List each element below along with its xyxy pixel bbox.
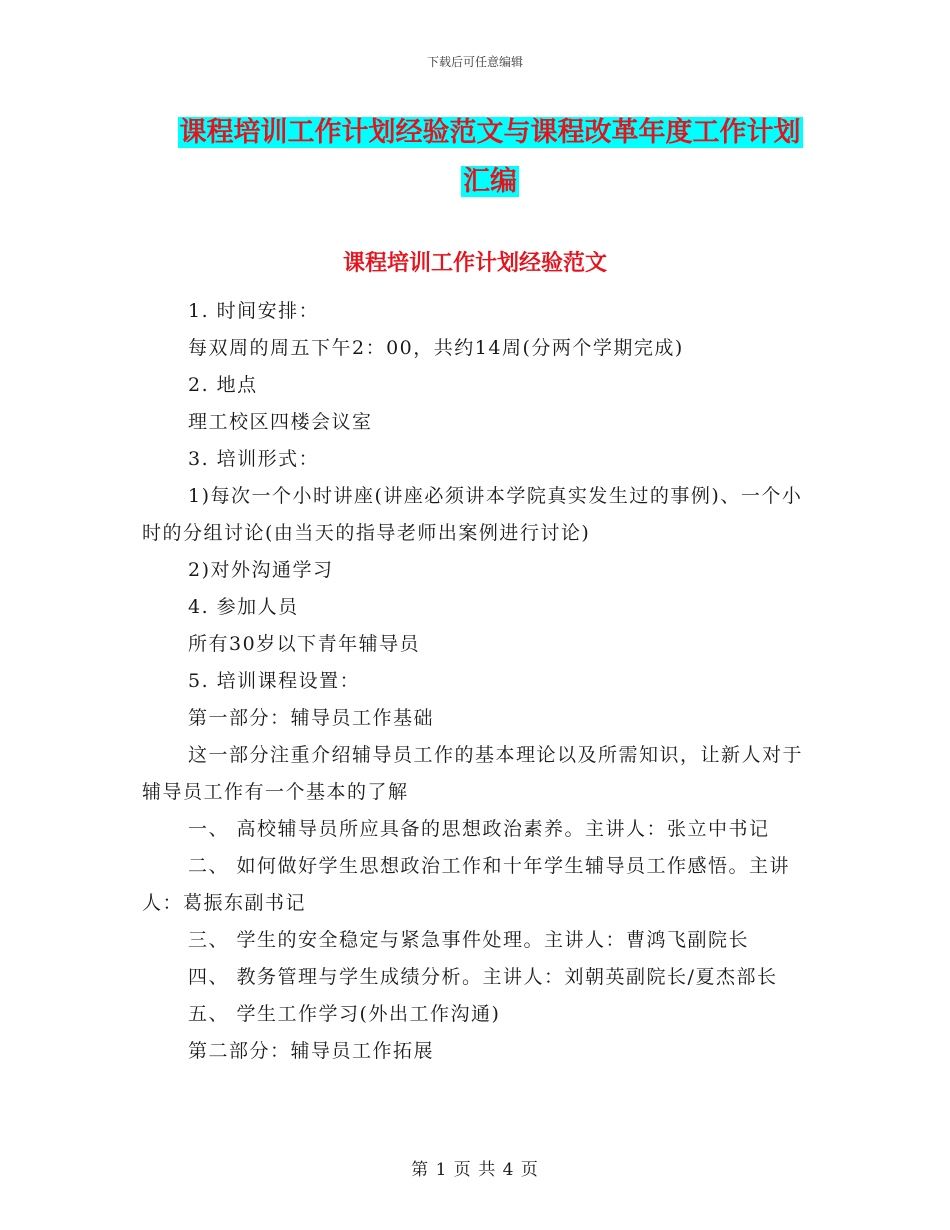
paragraph: 四、 教务管理与学生成绩分析。主讲人：刘朝英副院长/夏杰部长 (188, 966, 778, 988)
paragraph: 2)对外沟通学习 (188, 559, 334, 581)
paragraph: 所有30岁以下青年辅导员 (188, 633, 421, 655)
document-body (142, 293, 812, 1070)
page-footer: 第 1 页 共 4 页 (411, 1160, 539, 1180)
paragraph: 第一部分：辅导员工作基础 (188, 707, 435, 729)
document-title (140, 108, 840, 206)
paragraph: 每双周的周五下午2：00，共约14周(分两个学期完成) (188, 337, 684, 359)
paragraph: 1)每次一个小时讲座(讲座必须讲本学院真实发生过的事例)、一个小时的分组讨论(由当天的指导老师出案例进行讨论) (142, 485, 803, 544)
document-title-line1: 课程培训工作计划经验范文与课程改革年度工作计划 (179, 117, 801, 148)
paragraph: 3. 培训形式： (188, 448, 320, 470)
paragraph: 三、 学生的安全稳定与紧急事件处理。主讲人：曹鸿飞副院长 (188, 929, 750, 951)
paragraph: 5. 培训课程设置： (188, 670, 361, 692)
paragraph: 4. 参加人员 (188, 596, 299, 618)
document-title-line2: 汇编 (463, 166, 517, 197)
paragraph: 一、 高校辅导员所应具备的思想政治素养。主讲人：张立中书记 (188, 818, 770, 840)
paragraph: 二、 如何做好学生思想政治工作和十年学生辅导员工作感悟。主讲人：葛振东副书记 (142, 855, 791, 914)
paragraph: 理工校区四楼会议室 (188, 411, 373, 433)
paragraph: 第二部分：辅导员工作拓展 (188, 1040, 435, 1062)
paragraph: 这一部分注重介绍辅导员工作的基本理论以及所需知识，让新人对于辅导员工作有一个基本的了解 (142, 744, 804, 803)
paragraph: 1. 时间安排： (188, 300, 320, 322)
paragraph: 五、 学生工作学习(外出工作沟通) (188, 1003, 501, 1025)
section-title: 课程培训工作计划经验范文 (342, 251, 607, 276)
header-note: 下载后可任意编辑 (426, 55, 523, 69)
paragraph: 2. 地点 (188, 374, 258, 396)
